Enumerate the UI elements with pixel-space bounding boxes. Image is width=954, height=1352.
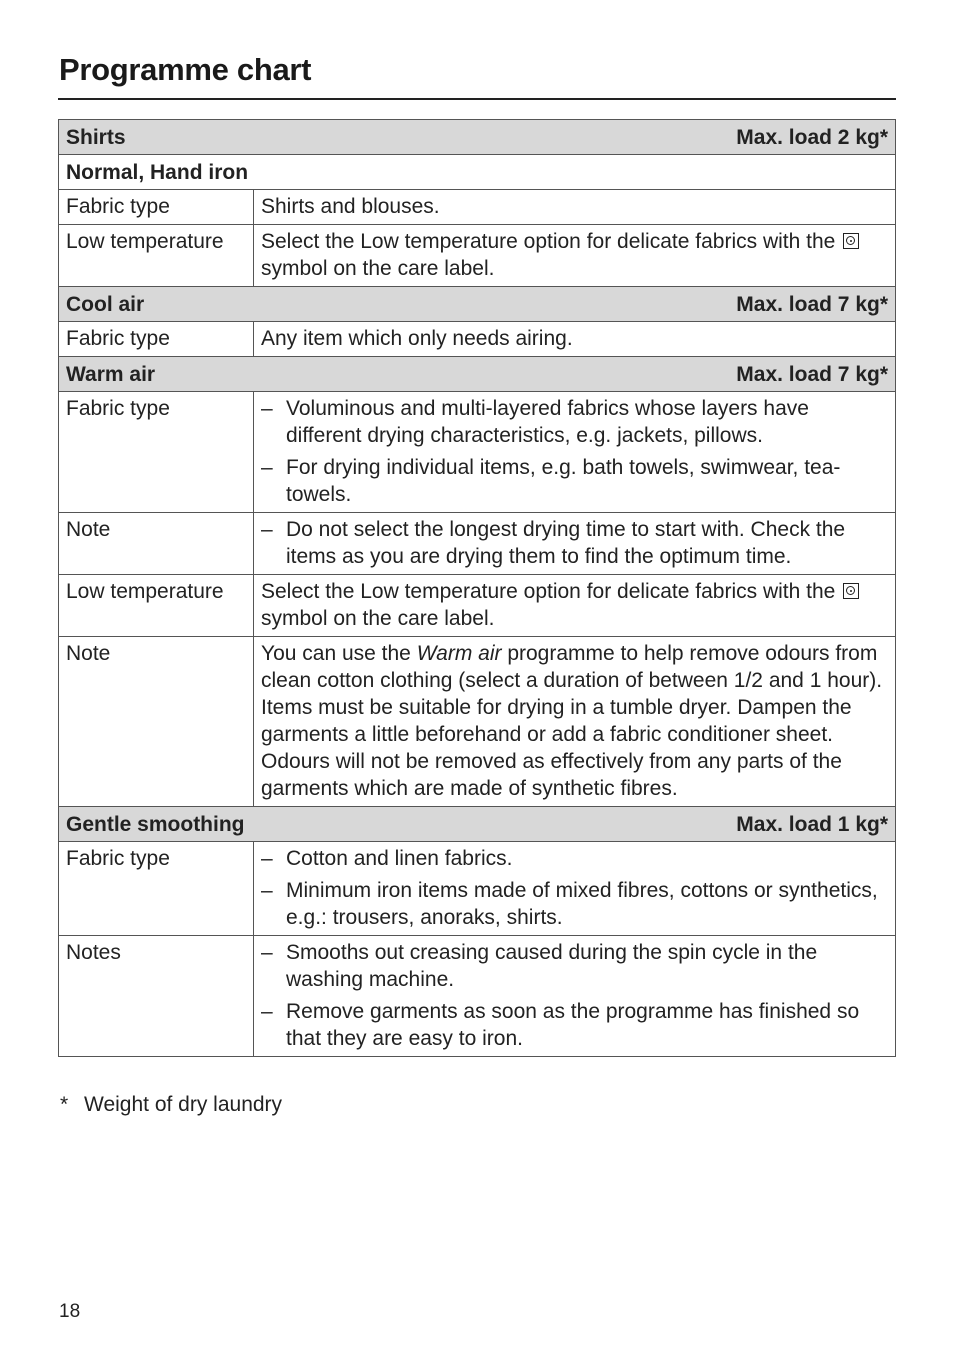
programme-reference: Warm air bbox=[416, 642, 502, 665]
row-label: Low temperature bbox=[59, 575, 254, 637]
max-load: Max. load 7 kg* bbox=[736, 362, 888, 386]
programme-header-shirts bbox=[59, 120, 896, 155]
row-value bbox=[254, 842, 896, 936]
dash-bullet: – bbox=[261, 456, 273, 479]
list-item bbox=[261, 845, 888, 872]
list-item-text: Smooths out creasing caused during the spin cycle in the washing machine. bbox=[286, 941, 818, 991]
table-row bbox=[59, 392, 896, 513]
max-load: Max. load 7 kg* bbox=[736, 292, 888, 316]
row-label: Note bbox=[59, 637, 254, 807]
row-label: Notes bbox=[59, 936, 254, 1057]
table-row bbox=[59, 842, 896, 936]
title-divider bbox=[58, 98, 896, 100]
list-item bbox=[261, 998, 888, 1052]
dash-bullet: – bbox=[261, 879, 273, 902]
list-item-text: Voluminous and multi-layered fabrics whose layers have different drying characteristics, e.g. jackets, pillows. bbox=[286, 397, 809, 447]
programme-name: Cool air bbox=[66, 292, 145, 316]
footnote-text: Weight of dry laundry bbox=[84, 1093, 283, 1116]
row-label: Note bbox=[59, 513, 254, 575]
programme-header-gentle-smoothing bbox=[59, 807, 896, 842]
row-label: Fabric type bbox=[59, 392, 254, 513]
table-row bbox=[59, 637, 896, 807]
programme-name: Gentle smoothing bbox=[66, 812, 245, 836]
programme-name: Shirts bbox=[66, 125, 126, 149]
dash-bullet: – bbox=[261, 518, 273, 541]
list-item-text: Cotton and linen fabrics. bbox=[286, 847, 513, 870]
row-value bbox=[254, 936, 896, 1057]
table-row bbox=[59, 225, 896, 287]
dash-bullet: – bbox=[261, 397, 273, 420]
row-label: Fabric type bbox=[59, 842, 254, 936]
dash-bullet: – bbox=[261, 1000, 273, 1023]
row-value: You can use the Warm air programme to help remove odours from clean cotton clothing (select a duration of between 1/2 and 1 hour). Items must be suitable for drying in a tumble dryer. Dampen the garments a little beforehand or add a fabric conditioner sheet. Odours will not be removed as effectively from any parts of the garments which are made of synthetic fibres. bbox=[254, 637, 896, 807]
page-title: Programme chart bbox=[59, 52, 312, 87]
table-row bbox=[59, 322, 896, 357]
dash-bullet: – bbox=[261, 941, 273, 964]
max-load: Max. load 1 kg* bbox=[736, 812, 888, 836]
row-value: Select the Low temperature option for delicate fabrics with the symbol on the care label. bbox=[254, 225, 896, 287]
list-item-text: Do not select the longest drying time to start with. Check the items as you are drying them to find the optimum time. bbox=[286, 518, 846, 568]
row-value: Select the Low temperature option for delicate fabrics with the symbol on the care label. bbox=[254, 575, 896, 637]
list-item bbox=[261, 395, 888, 449]
low-temperature-dryer-icon bbox=[843, 233, 859, 249]
footnote bbox=[60, 1093, 282, 1117]
table-row bbox=[59, 575, 896, 637]
row-label: Low temperature bbox=[59, 225, 254, 287]
list-item-text: Minimum iron items made of mixed fibres, cottons or synthetics, e.g.: trousers, anoraks, shirts. bbox=[286, 879, 878, 929]
table-row bbox=[59, 190, 896, 225]
footnote-marker: * bbox=[60, 1093, 69, 1116]
list-item-text: For drying individual items, e.g. bath towels, swimwear, tea-towels. bbox=[286, 456, 841, 506]
list-item bbox=[261, 939, 888, 993]
programme-chart-table bbox=[58, 119, 896, 1057]
row-value: Shirts and blouses. bbox=[254, 190, 896, 225]
dash-bullet: – bbox=[261, 847, 273, 870]
row-value: Any item which only needs airing. bbox=[254, 322, 896, 357]
list-item bbox=[261, 516, 888, 570]
list-item-text: Remove garments as soon as the programme has finished so that they are easy to iron. bbox=[286, 1000, 860, 1050]
programme-header-cool-air bbox=[59, 287, 896, 322]
programme-name: Warm air bbox=[66, 362, 156, 386]
page-number: 18 bbox=[59, 1301, 81, 1322]
table-row bbox=[59, 936, 896, 1057]
row-label: Fabric type bbox=[59, 190, 254, 225]
row-value bbox=[254, 513, 896, 575]
table-row bbox=[59, 513, 896, 575]
list-item bbox=[261, 454, 888, 508]
programme-header-warm-air bbox=[59, 357, 896, 392]
row-value bbox=[254, 392, 896, 513]
low-temperature-dryer-icon bbox=[843, 583, 859, 599]
max-load: Max. load 2 kg* bbox=[736, 125, 888, 149]
programme-subheading: Normal, Hand iron bbox=[59, 155, 896, 190]
row-label: Fabric type bbox=[59, 322, 254, 357]
list-item bbox=[261, 877, 888, 931]
